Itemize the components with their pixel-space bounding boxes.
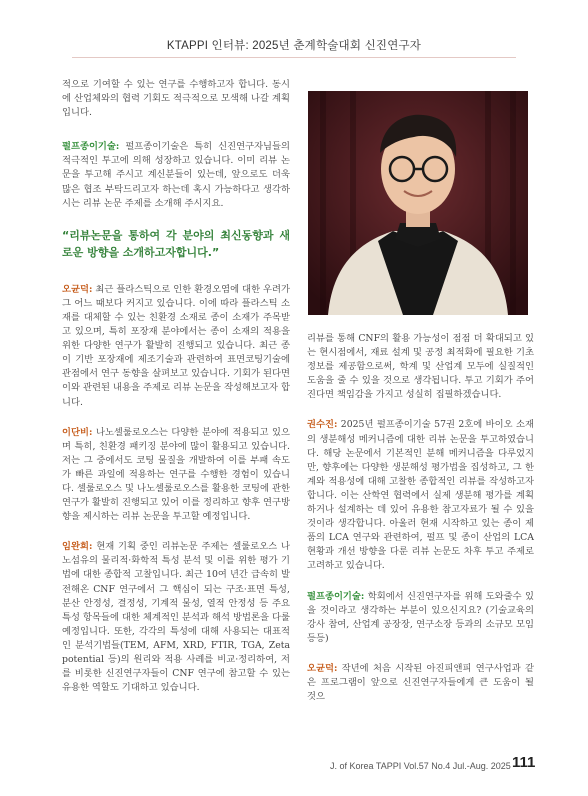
pull-quote: “리뷰논문을 통하여 각 분야의 최신동향과 새로운 방향을 소개하고자합니다.” [62, 228, 290, 259]
question-text: 펄프종이기술은 특히 신진연구자님들의 적극적인 투고에 의해 성장하고 있습니다. 이미 리뷰 논문을 투고해 주시고 계신분들이 있는데, 앞으로도 더욱 많은 협조 부탁드리고자 하는데 혹시 가능하다고 생각하시는 리뷰 논문 주제를 소개해 주시지요. [62, 141, 290, 209]
running-header: KTAPPI 인터뷰: 2025년 춘계학술대회 신진연구자 [166, 40, 422, 52]
question-text: 학회에서 신진연구자를 위해 도와줄수 있을 것이라고 생각하는 부분이 있으신지요? (기술교육의 강사 참여, 산업계 공장장, 연구소장 등과의 소규모 모임 등등) [307, 590, 534, 644]
paragraph: 리뷰를 통해 CNF의 활용 가능성이 점점 더 확대되고 있는 현시점에서, 재료 설계 및 공정 최적화에 필요한 기초정보를 제공함으로써, 학계 및 산업계 모두에 실질적인 도움을 줄 수 있을 것으로 생각됩니다. 투고 기회가 주어진다면 책임감을 가지고 성실히 집필하겠습니다. [307, 333, 534, 401]
left-column [62, 78, 290, 695]
speaker-label: 임완희: [62, 541, 93, 553]
right-column [307, 332, 534, 704]
answer-text: 나노셀룰로오스는 다양한 분야에 적용되고 있으며 특히, 친환경 패키징 분야에 많이 활용되고 있습니다. 저는 그 중에서도 코팅 물질을 개발하여 이를 부패 속도가 빠른 과일에 적용하는 연구를 수행한 경험이 있습니다. 셀룰로오스 및 나노셀룰로오스를 활용한 코팅에 관한 연구가 활발히 진행되고 있어 이를 정리하고 향후 연구방향을 제시하는 리뷰 논문을 투고할 예정입니다. [62, 426, 290, 523]
answer-text: 현재 기획 중인 리뷰논문 주제는 셀룰로오스 나노섬유의 물리적·화학적 특성 분석 및 이를 위한 평가 기법에 대한 종합적 고찰입니다. 최근 10여 년간 급속히 발전해온 CNF 연구에서 그 핵심이 되는 구조·표면 특성, 분산 안정성, 결정성, 기계적 물성, 열적 안정성 등 주요 특성 항목들에 대한 체계적인 분석과 해석 방법론을 다룰 예정입니다. 또한, 각각의 특성에 대해 사용되는 대표적인 분석기법들(TEM, AFM, XRD, FTIR, TGA, Zeta potential 등)의 원리와 적용 사례를 비교·정리하여, 저를 비롯한 신진연구자들이 CNF 연구에 참고할 수 있는 유용한 역할도 기대하고 있습니다. [62, 541, 290, 694]
answer-paragraph [62, 426, 290, 525]
answer-text: 작년에 처음 시작된 아진피앤피 연구사업과 같은 프로그램이 앞으로 신진연구자들에게 큰 도움이 될 것으 [307, 662, 534, 703]
speaker-label: 권수진: [307, 419, 338, 431]
speaker-label: 오균덕: [62, 283, 93, 295]
speaker-label: 펄프종이기술: [62, 141, 120, 153]
header-divider [72, 57, 516, 58]
question-paragraph [307, 590, 534, 646]
answer-paragraph [307, 662, 534, 704]
paragraph: 적으로 기여할 수 있는 연구를 수행하고자 합니다. 동시에 산업체와의 협력 기회도 적극적으로 모색해 나갈 계획입니다. [62, 79, 290, 119]
answer-text: 최근 플라스틱으로 인한 환경오염에 대한 우려가 그 어느 때보다 커지고 있습니다. 이에 따라 플라스틱 소재를 대체할 수 있는 친환경 소재로 종이 소재가 주목받고 있으며, 특히 포장재 분야에서는 종이 소재의 적용을 위한 다양한 연구가 활발히 진행되고 있습니다. 최근 종이 기반 포장재에 제조기술과 관련하여 표면코팅기술에 관점에서 연구 동향을 살펴보고 있습니다. 기회가 된다면 이와 관련된 내용을 주제로 리뷰 논문을 작성해보고자 합니다. [62, 283, 290, 408]
speaker-label: 이단비: [62, 426, 93, 438]
speaker-label: 오균덕: [307, 662, 338, 674]
portrait-photo [308, 91, 528, 315]
answer-paragraph [62, 540, 290, 695]
interviewee-portrait [308, 91, 528, 315]
answer-text: 2025년 펄프종이기술 57권 2호에 바이오 소재의 생분해성 메커니즘에 대한 리뷰 논문을 투고하였습니다. 해당 논문에서 기본적인 분해 메커니즘을 다루었지만, 향후에는 다양한 생분해성 평가법을 집성하고, 그 한계와 적용성에 대해 고찰한 종합적인 리뷰를 작성하고자 합니다. 이는 산학연 협력에서 실제 생분해 평가를 계획하거나 설계하는 데 있어 유용한 참고자료가 될 수 있을 것이라 생각합니다. 아울러 현재 시작하고 있는 종이 제품의 LCA 연구와 관련하여, 펄프 및 종이 산업의 LCA 현황과 개선 방향을 다룬 리뷰 논문도 차후 투고 주제로 고려하고 있습니다. [307, 419, 534, 572]
page-number: 111 [512, 754, 536, 771]
answer-paragraph [307, 418, 534, 573]
question-paragraph [62, 140, 290, 210]
answer-paragraph [62, 283, 290, 410]
speaker-label: 펄프종이기술: [307, 590, 365, 602]
journal-citation: J. of Korea TAPPI Vol.57 No.4 Jul.-Aug. 2025 [330, 761, 511, 771]
